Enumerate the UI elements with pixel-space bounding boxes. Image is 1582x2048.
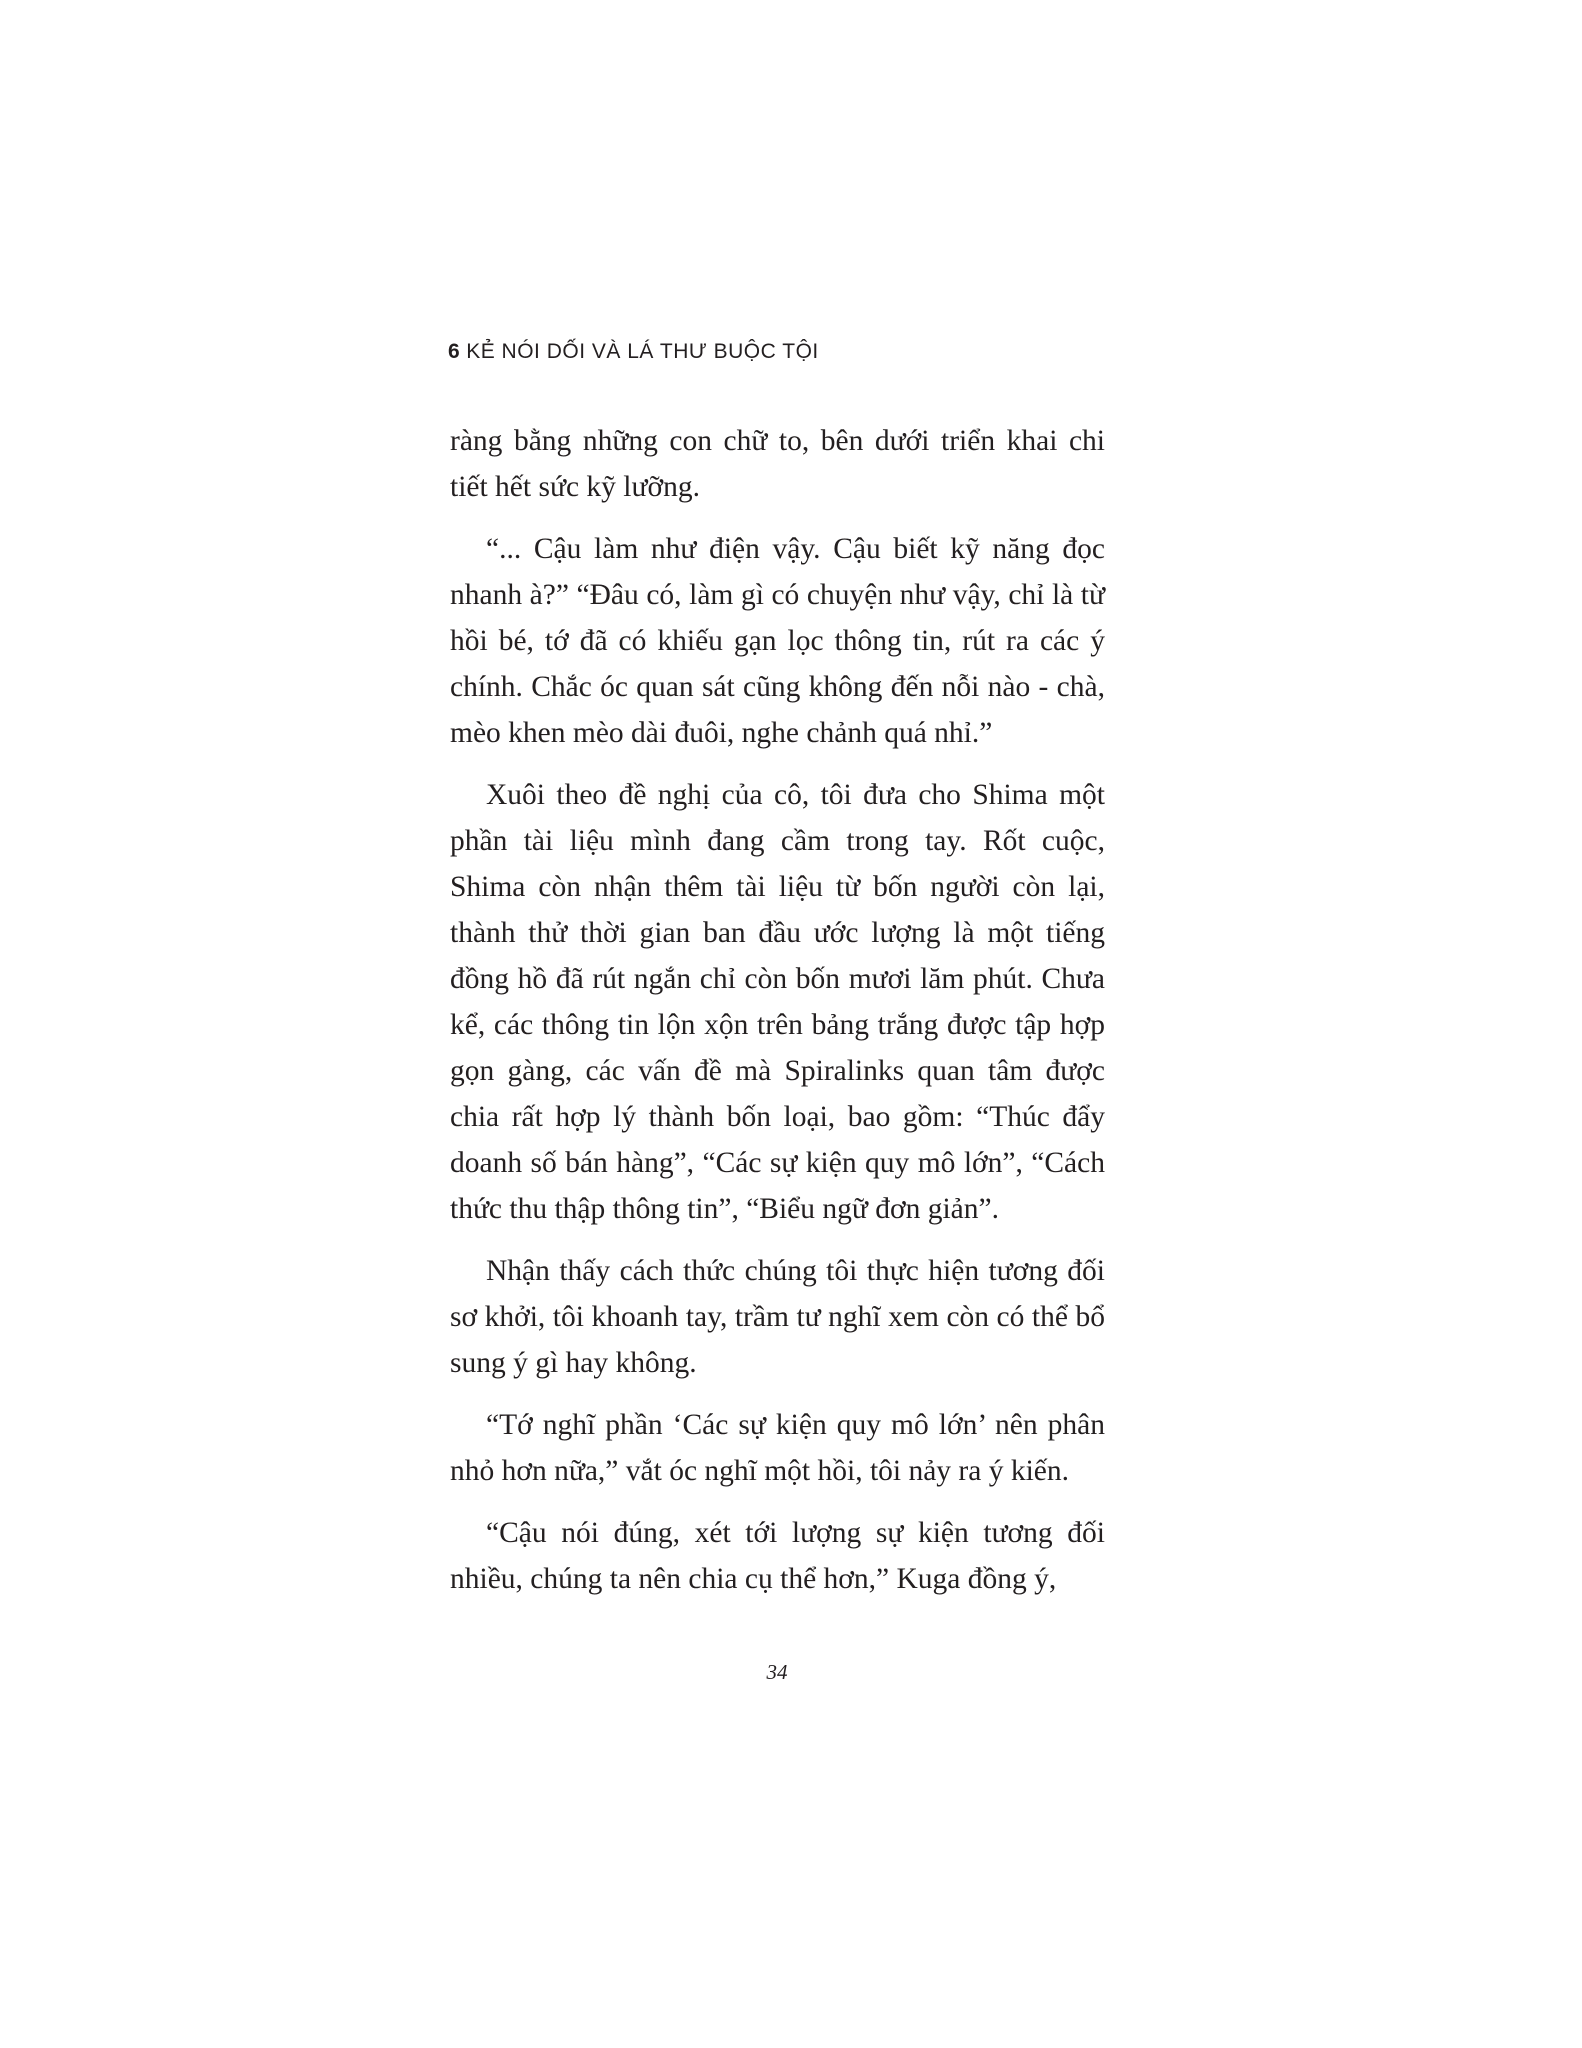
paragraph: “... Cậu làm như điện vậy. Cậu biết kỹ năng đọc nhanh à?” “Đâu có, làm gì có chuyện như vậy, chỉ là từ hồi bé, tớ đã có khiếu gạn lọc thông tin, rút ra các ý chính. Chắc óc quan sát cũng không đến nỗi nào - chà, mèo khen mèo dài đuôi, nghe chảnh quá nhỉ.” [450,533,1105,749]
paragraph: Nhận thấy cách thức chúng tôi thực hiện tương đối sơ khởi, tôi khoanh tay, trầm tư nghĩ xem còn có thể bổ sung ý gì hay không. [450,1255,1105,1379]
chapter-title: KẺ NÓI DỐI VÀ LÁ THƯ BUỘC TỘI [466,340,819,363]
chapter-number: 6 [448,340,461,363]
body-text [450,418,1105,1618]
paragraph: “Tớ nghĩ phần ‘Các sự kiện quy mô lớn’ nên phân nhỏ hơn nữa,” vắt óc nghĩ một hồi, tôi nảy ra ý kiến. [450,1409,1105,1487]
paragraph: ràng bằng những con chữ to, bên dưới triển khai chi tiết hết sức kỹ lưỡng. [450,425,1105,503]
running-header [448,340,819,364]
paragraph: “Cậu nói đúng, xét tới lượng sự kiện tương đối nhiều, chúng ta nên chia cụ thể hơn,” Kuga đồng ý, [450,1517,1105,1595]
paragraph: Xuôi theo đề nghị của cô, tôi đưa cho Shima một phần tài liệu mình đang cầm trong tay. Rốt cuộc, Shima còn nhận thêm tài liệu từ bốn người còn lại, thành thử thời gian ban đầu ước lượng là một tiếng đồng hồ đã rút ngắn chỉ còn bốn mươi lăm phút. Chưa kể, các thông tin lộn xộn trên bảng trắng được tập hợp gọn gàng, các vấn đề mà Spiralinks quan tâm được chia rất hợp lý thành bốn loại, bao gồm: “Thúc đẩy doanh số bán hàng”, “Các sự kiện quy mô lớn”, “Cách thức thu thập thông tin”, “Biểu ngữ đơn giản”. [450,779,1105,1225]
page-number: 34 [766,1660,788,1684]
